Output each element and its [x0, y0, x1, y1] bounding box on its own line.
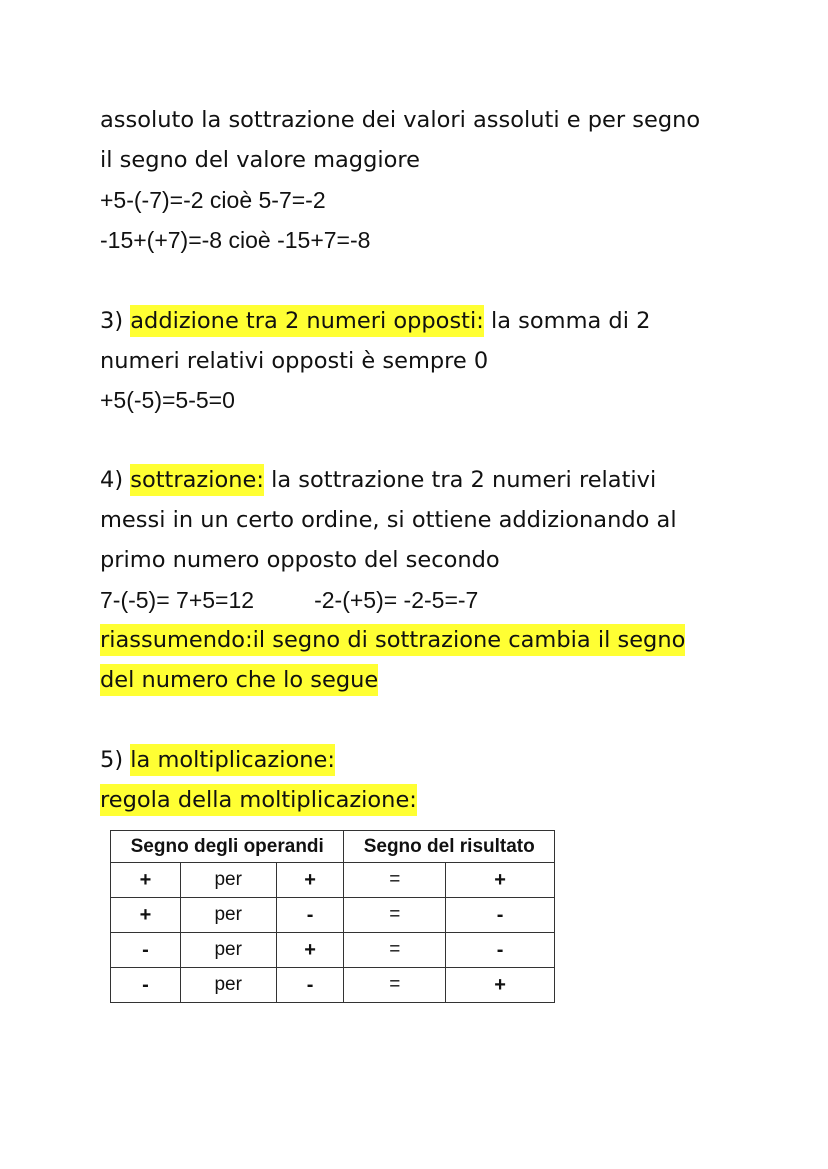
- example-4b: -2-(+5)= -2-5=-7: [314, 587, 479, 613]
- per-cell: per: [180, 968, 276, 1003]
- operand-2-sign: -: [276, 898, 344, 933]
- per-cell: per: [180, 863, 276, 898]
- operand-2-sign: +: [276, 863, 344, 898]
- example-line-2: -15+(+7)=-8 cioè -15+7=-8: [100, 227, 371, 253]
- header-result: Segno del risultato: [344, 831, 555, 863]
- text-line-2: il segno del valore maggiore: [100, 147, 420, 173]
- section-3-line: [100, 301, 650, 341]
- table-row: [111, 863, 555, 898]
- operand-1-sign: +: [111, 863, 181, 898]
- operand-1-sign: -: [111, 968, 181, 1003]
- section-5-number: 5): [100, 747, 131, 773]
- equals-cell: =: [344, 968, 446, 1003]
- example-4a: 7-(-5)= 7+5=12: [100, 587, 255, 613]
- sign-rules-table: [110, 830, 555, 1003]
- table-row: [111, 933, 555, 968]
- summary-line-1: [100, 620, 685, 660]
- text-line-6: numeri relativi opposti è sempre 0: [100, 348, 489, 374]
- section-3-number: 3): [100, 308, 131, 334]
- section-4-text: la sottrazione tra 2 numeri relativi: [263, 467, 657, 493]
- table-row: [111, 968, 555, 1003]
- section-4-heading: sottrazione:: [130, 464, 264, 496]
- operand-2-sign: -: [276, 968, 344, 1003]
- example-line-1: +5-(-7)=-2 cioè 5-7=-2: [100, 187, 326, 213]
- summary-highlight-2: del numero che lo segue: [100, 664, 378, 696]
- rule-title-line: [100, 780, 417, 820]
- section-4-number: 4): [100, 467, 131, 493]
- summary-highlight-1: riassumendo:il segno di sottrazione cambia il segno: [100, 624, 685, 656]
- operand-2-sign: +: [276, 933, 344, 968]
- equals-cell: =: [344, 863, 446, 898]
- table-header-row: [111, 831, 555, 863]
- section-5-line: [100, 740, 335, 780]
- text-line-9: messi in un certo ordine, si ottiene addizionando al: [100, 507, 677, 533]
- per-cell: per: [180, 898, 276, 933]
- result-sign: +: [446, 863, 555, 898]
- per-cell: per: [180, 933, 276, 968]
- text-line-1: assoluto la sottrazione dei valori assoluti e per segno: [100, 107, 701, 133]
- result-sign: -: [446, 933, 555, 968]
- equals-cell: =: [344, 933, 446, 968]
- rule-title: regola della moltiplicazione:: [100, 784, 417, 816]
- text-line-10: primo numero opposto del secondo: [100, 547, 500, 573]
- example-line-3: +5(-5)=5-5=0: [100, 387, 235, 413]
- summary-line-2: [100, 660, 378, 700]
- section-4-line: [100, 460, 656, 500]
- equals-cell: =: [344, 898, 446, 933]
- result-sign: -: [446, 898, 555, 933]
- result-sign: +: [446, 968, 555, 1003]
- section-3-text: la somma di 2: [483, 308, 651, 334]
- operand-1-sign: +: [111, 898, 181, 933]
- example-line-4: [100, 580, 478, 620]
- operand-1-sign: -: [111, 933, 181, 968]
- section-3-heading: addizione tra 2 numeri opposti:: [130, 305, 484, 337]
- header-operands: Segno degli operandi: [111, 831, 344, 863]
- table-row: [111, 898, 555, 933]
- section-5-heading: la moltiplicazione:: [130, 744, 335, 776]
